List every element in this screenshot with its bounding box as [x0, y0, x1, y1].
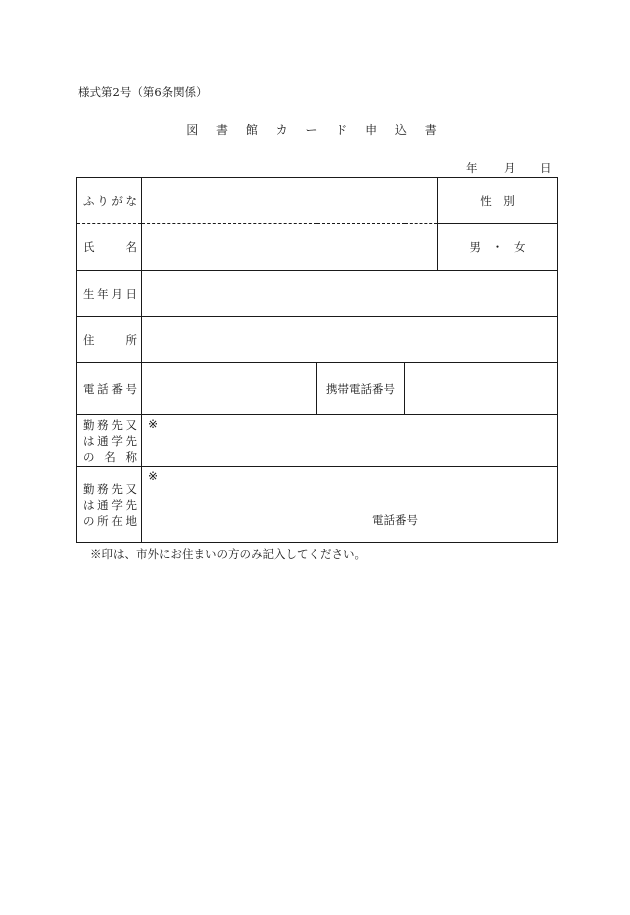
gender-female[interactable]: 女	[514, 240, 526, 254]
date-month-label: 月	[504, 161, 516, 175]
furigana-label: ふ り が な	[77, 178, 142, 224]
mobile-phone-label: 携帯電話番号	[317, 363, 405, 415]
phone-field[interactable]	[142, 363, 317, 415]
name-label: 氏 名	[77, 224, 142, 271]
work-phone-label: 電話番号	[372, 513, 418, 527]
address-field[interactable]	[142, 317, 558, 363]
date-year-label: 年	[466, 161, 478, 175]
birthdate-label: 生 年 月 日	[77, 271, 142, 317]
birthdate-field[interactable]	[142, 271, 558, 317]
gender-header: 性 別	[438, 178, 558, 224]
work-name-label: 勤 務 先 又 は 通 学 先 の 名 称	[77, 415, 142, 467]
work-address-field[interactable]	[142, 467, 558, 543]
date-day-label: 日	[540, 161, 552, 175]
note-mark: ※	[148, 469, 159, 483]
gender-choice[interactable]	[438, 224, 558, 271]
footnote: ※印は、市外にお住まいの方のみ記入してください。	[90, 547, 366, 561]
work-name-field[interactable]	[142, 415, 558, 467]
application-form-table	[76, 177, 558, 543]
mobile-phone-field[interactable]	[405, 363, 558, 415]
work-address-label: 勤 務 先 又 は 通 学 先 の 所 在 地	[77, 467, 142, 543]
note-mark: ※	[148, 417, 159, 431]
gender-male[interactable]: 男	[469, 240, 482, 254]
furigana-field[interactable]	[142, 178, 438, 224]
gender-separator: ・	[491, 240, 504, 254]
phone-label: 電 話 番 号	[77, 363, 142, 415]
form-number: 様式第2号（第6条関係）	[78, 85, 208, 99]
address-label: 住 所	[77, 317, 142, 363]
form-title: 図 書 館 カ ー ド 申 込 書	[186, 123, 444, 137]
name-field[interactable]	[142, 224, 438, 271]
